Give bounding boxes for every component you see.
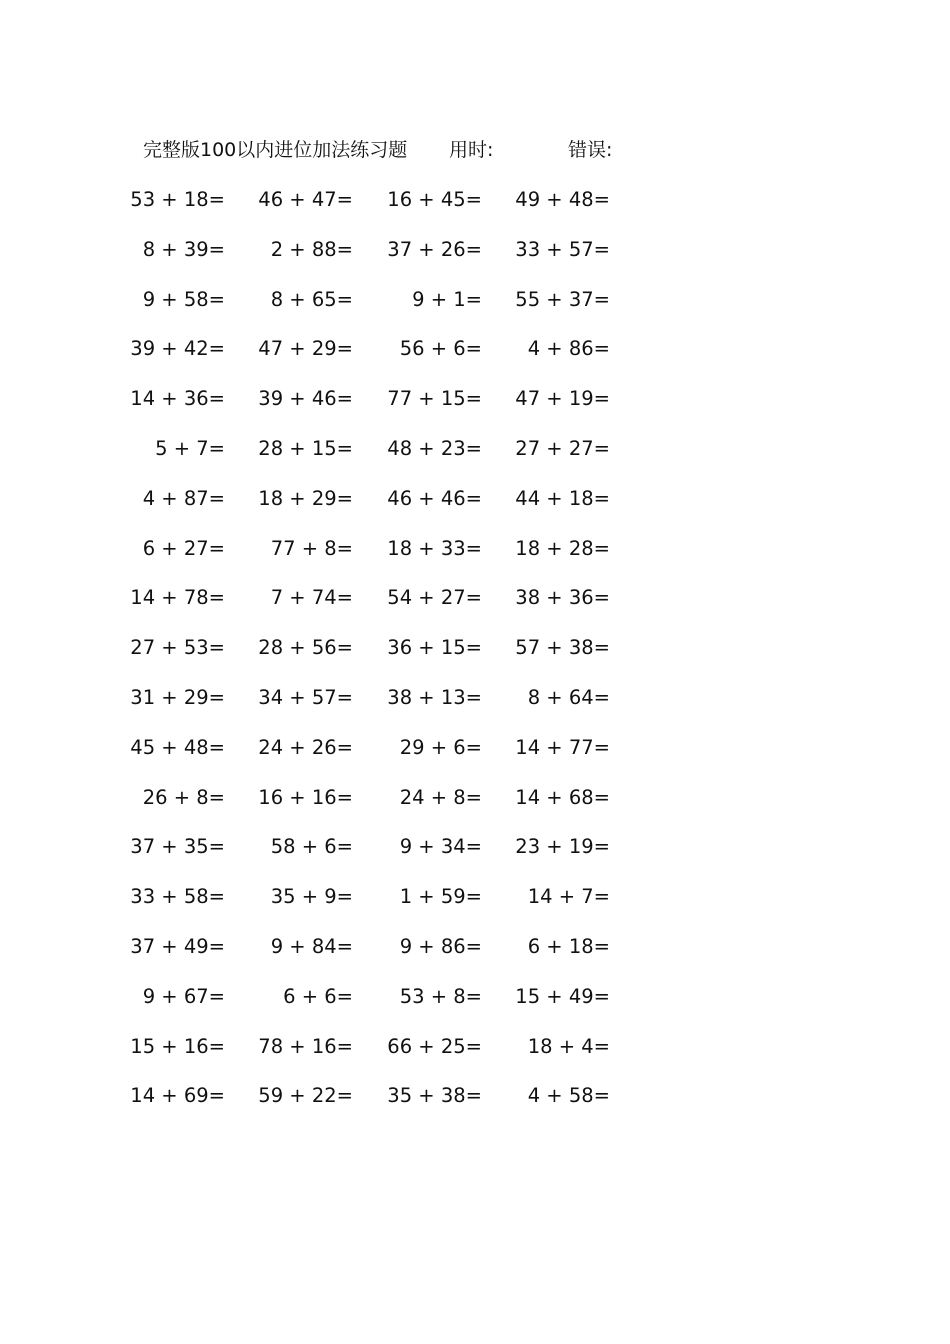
addition-problem: 54 + 27= bbox=[387, 586, 482, 610]
problem-row bbox=[0, 984, 950, 1034]
addition-problem: 9 + 58= bbox=[142, 287, 225, 311]
problem-row bbox=[0, 785, 950, 835]
addition-problem: 37 + 26= bbox=[387, 237, 482, 261]
addition-problem: 1 + 59= bbox=[399, 885, 482, 909]
addition-problem: 35 + 9= bbox=[270, 885, 353, 909]
addition-problem: 16 + 16= bbox=[258, 785, 353, 809]
addition-problem: 4 + 86= bbox=[527, 337, 610, 361]
addition-problem: 77 + 15= bbox=[387, 387, 482, 411]
addition-problem: 33 + 57= bbox=[515, 237, 610, 261]
addition-problem: 28 + 56= bbox=[258, 636, 353, 660]
addition-problem: 9 + 67= bbox=[142, 984, 225, 1008]
addition-problem: 53 + 8= bbox=[399, 984, 482, 1008]
problem-row bbox=[0, 1034, 950, 1084]
addition-problem: 33 + 58= bbox=[130, 885, 225, 909]
addition-problem: 56 + 6= bbox=[399, 337, 482, 361]
addition-problem: 46 + 47= bbox=[258, 188, 353, 211]
addition-problem: 9 + 84= bbox=[270, 934, 353, 958]
addition-problem: 18 + 29= bbox=[258, 486, 353, 510]
addition-problem: 37 + 35= bbox=[130, 835, 225, 859]
addition-problem: 29 + 6= bbox=[399, 735, 482, 759]
problem-row bbox=[0, 635, 950, 685]
addition-problem: 6 + 27= bbox=[142, 536, 225, 560]
problem-row bbox=[0, 336, 950, 386]
addition-problem: 66 + 25= bbox=[387, 1034, 482, 1058]
problem-row bbox=[0, 585, 950, 635]
addition-problem: 77 + 8= bbox=[270, 536, 353, 560]
addition-problem: 31 + 29= bbox=[130, 685, 225, 709]
addition-problem: 24 + 26= bbox=[258, 735, 353, 759]
addition-problem: 14 + 78= bbox=[130, 586, 225, 610]
addition-problem: 46 + 46= bbox=[387, 486, 482, 510]
problem-row bbox=[0, 884, 950, 934]
problem-row bbox=[0, 934, 950, 984]
addition-problem: 18 + 28= bbox=[515, 536, 610, 560]
addition-problem: 47 + 29= bbox=[258, 337, 353, 361]
addition-problem: 38 + 13= bbox=[387, 685, 482, 709]
addition-problem: 9 + 86= bbox=[399, 934, 482, 958]
addition-problem: 14 + 36= bbox=[130, 387, 225, 411]
problem-row bbox=[0, 486, 950, 536]
addition-problem: 7 + 74= bbox=[270, 586, 353, 610]
problem-row bbox=[0, 287, 950, 337]
problem-row bbox=[0, 1083, 950, 1133]
problem-row bbox=[0, 386, 950, 436]
addition-problem: 14 + 69= bbox=[130, 1084, 225, 1108]
problem-row bbox=[0, 735, 950, 785]
addition-problem: 23 + 19= bbox=[515, 835, 610, 859]
addition-problem: 15 + 49= bbox=[515, 984, 610, 1008]
problem-row bbox=[0, 834, 950, 884]
addition-problem: 24 + 8= bbox=[399, 785, 482, 809]
problem-row bbox=[0, 685, 950, 735]
addition-problem: 14 + 7= bbox=[527, 885, 610, 909]
addition-problem: 34 + 57= bbox=[258, 685, 353, 709]
addition-problem: 28 + 15= bbox=[258, 436, 353, 460]
addition-problem: 48 + 23= bbox=[387, 436, 482, 460]
addition-problem: 44 + 18= bbox=[515, 486, 610, 510]
addition-problem: 14 + 77= bbox=[515, 735, 610, 759]
addition-problem: 18 + 4= bbox=[527, 1034, 610, 1058]
addition-problem: 26 + 8= bbox=[142, 785, 225, 809]
addition-problem: 47 + 19= bbox=[515, 387, 610, 411]
addition-problem: 6 + 18= bbox=[527, 934, 610, 958]
addition-problem: 8 + 39= bbox=[142, 237, 225, 261]
addition-problem: 59 + 22= bbox=[258, 1084, 353, 1108]
addition-problem: 5 + 7= bbox=[155, 436, 225, 460]
addition-problem: 27 + 53= bbox=[130, 636, 225, 660]
time-used-label: 用时: bbox=[449, 139, 494, 161]
addition-problem: 6 + 6= bbox=[283, 984, 353, 1008]
addition-problem: 37 + 49= bbox=[130, 934, 225, 958]
addition-problem: 8 + 64= bbox=[527, 685, 610, 709]
problem-row bbox=[0, 436, 950, 486]
addition-problem: 39 + 42= bbox=[130, 337, 225, 361]
addition-problem: 55 + 37= bbox=[515, 287, 610, 311]
addition-problem: 53 + 18= bbox=[130, 188, 225, 211]
problem-grid bbox=[0, 187, 950, 1133]
addition-problem: 78 + 16= bbox=[258, 1034, 353, 1058]
addition-problem: 9 + 1= bbox=[412, 287, 482, 311]
addition-problem: 15 + 16= bbox=[130, 1034, 225, 1058]
worksheet-title: 完整版100以内进位加法练习题 bbox=[143, 139, 408, 161]
addition-problem: 4 + 87= bbox=[142, 486, 225, 510]
addition-problem: 2 + 88= bbox=[270, 237, 353, 261]
addition-problem: 39 + 46= bbox=[258, 387, 353, 411]
addition-problem: 16 + 45= bbox=[387, 188, 482, 211]
addition-problem: 38 + 36= bbox=[515, 586, 610, 610]
problem-row bbox=[0, 187, 950, 237]
addition-problem: 14 + 68= bbox=[515, 785, 610, 809]
addition-problem: 4 + 58= bbox=[527, 1084, 610, 1108]
addition-problem: 27 + 27= bbox=[515, 436, 610, 460]
addition-problem: 9 + 34= bbox=[399, 835, 482, 859]
addition-problem: 36 + 15= bbox=[387, 636, 482, 660]
problem-row bbox=[0, 237, 950, 287]
addition-problem: 49 + 48= bbox=[515, 188, 610, 211]
problem-row bbox=[0, 536, 950, 586]
addition-problem: 58 + 6= bbox=[270, 835, 353, 859]
addition-problem: 57 + 38= bbox=[515, 636, 610, 660]
addition-problem: 8 + 65= bbox=[270, 287, 353, 311]
addition-problem: 35 + 38= bbox=[387, 1084, 482, 1108]
addition-problem: 45 + 48= bbox=[130, 735, 225, 759]
addition-problem: 18 + 33= bbox=[387, 536, 482, 560]
errors-label: 错误: bbox=[568, 139, 613, 161]
